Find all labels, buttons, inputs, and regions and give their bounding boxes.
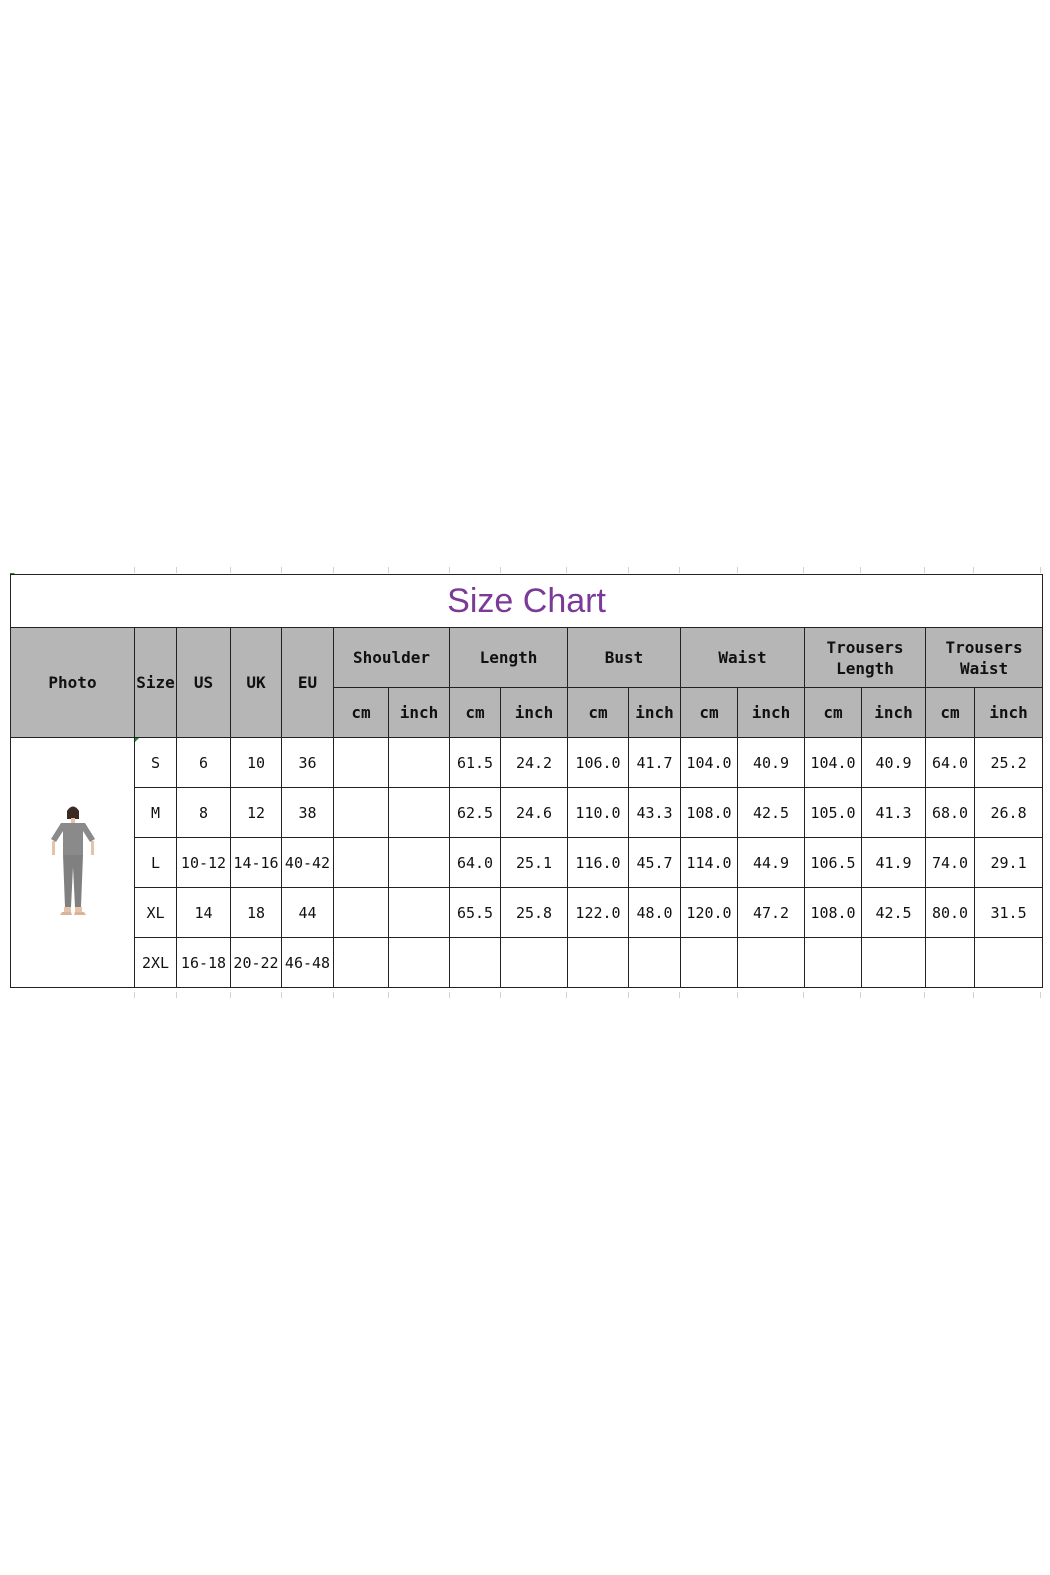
gridline-tick bbox=[176, 567, 177, 573]
gridline-tick bbox=[333, 992, 334, 998]
cell-shoulder-cm bbox=[334, 888, 389, 938]
cell-tl-inch bbox=[862, 938, 926, 988]
header-uk: UK bbox=[231, 628, 282, 738]
cell-size: M bbox=[135, 788, 177, 838]
cell-bust-inch bbox=[629, 938, 681, 988]
cell-eu: 40-42 bbox=[282, 838, 334, 888]
cell-size: 2XL bbox=[135, 938, 177, 988]
gridline-tick bbox=[134, 567, 135, 573]
cell-tw-inch bbox=[975, 938, 1043, 988]
gridline-tick bbox=[388, 567, 389, 573]
cell-length-cm bbox=[450, 938, 501, 988]
cell-tl-inch: 41.3 bbox=[862, 788, 926, 838]
cell-length-cm: 65.5 bbox=[450, 888, 501, 938]
table-row bbox=[11, 888, 1043, 938]
gridline-tick bbox=[1040, 992, 1041, 998]
cell-eu: 44 bbox=[282, 888, 334, 938]
cell-shoulder-cm bbox=[334, 738, 389, 788]
cell-shoulder-cm bbox=[334, 838, 389, 888]
cell-tw-cm: 74.0 bbox=[926, 838, 975, 888]
cell-tl-cm: 108.0 bbox=[805, 888, 862, 938]
cell-waist-inch bbox=[738, 938, 805, 988]
unit-header-inch: inch bbox=[862, 688, 926, 738]
cell-us: 8 bbox=[177, 788, 231, 838]
cell-tw-inch: 31.5 bbox=[975, 888, 1043, 938]
gridline-tick bbox=[230, 567, 231, 573]
cell-waist-cm: 120.0 bbox=[681, 888, 738, 938]
gridline-tick bbox=[737, 992, 738, 998]
cell-tw-cm bbox=[926, 938, 975, 988]
cell-us: 10-12 bbox=[177, 838, 231, 888]
gridline-tick bbox=[679, 992, 680, 998]
cell-length-inch: 25.1 bbox=[501, 838, 568, 888]
gridline-tick bbox=[281, 992, 282, 998]
table-row bbox=[11, 738, 1043, 788]
cell-waist-inch: 44.9 bbox=[738, 838, 805, 888]
cell-waist-cm: 104.0 bbox=[681, 738, 738, 788]
cell-uk: 18 bbox=[231, 888, 282, 938]
unit-header-cm: cm bbox=[568, 688, 629, 738]
header-photo: Photo bbox=[11, 628, 135, 738]
cell-bust-inch: 43.3 bbox=[629, 788, 681, 838]
cell-tl-inch: 40.9 bbox=[862, 738, 926, 788]
gridline-tick bbox=[803, 992, 804, 998]
table-row bbox=[11, 788, 1043, 838]
size-rows bbox=[11, 738, 1043, 988]
cell-tl-cm: 104.0 bbox=[805, 738, 862, 788]
cell-shoulder-inch bbox=[389, 838, 450, 888]
unit-header-inch: inch bbox=[501, 688, 568, 738]
header-eu: EU bbox=[282, 628, 334, 738]
gridline-tick bbox=[679, 567, 680, 573]
gridline-tick bbox=[973, 992, 974, 998]
cell-uk: 10 bbox=[231, 738, 282, 788]
cell-length-cm: 64.0 bbox=[450, 838, 501, 888]
cell-tl-cm bbox=[805, 938, 862, 988]
cell-length-inch: 25.8 bbox=[501, 888, 568, 938]
gridline-tick bbox=[737, 567, 738, 573]
gridline-tick bbox=[566, 567, 567, 573]
cell-uk: 20-22 bbox=[231, 938, 282, 988]
gridline-tick bbox=[1040, 567, 1041, 573]
cell-eu: 38 bbox=[282, 788, 334, 838]
model-figure-icon bbox=[41, 803, 105, 923]
chart-title: Size Chart bbox=[11, 575, 1043, 628]
cell-length-inch: 24.2 bbox=[501, 738, 568, 788]
unit-header-cm: cm bbox=[334, 688, 389, 738]
cell-tw-inch: 25.2 bbox=[975, 738, 1043, 788]
cell-shoulder-cm bbox=[334, 788, 389, 838]
unit-header-inch: inch bbox=[629, 688, 681, 738]
header-bust: Bust bbox=[568, 628, 681, 688]
cell-tw-inch: 29.1 bbox=[975, 838, 1043, 888]
cell-size: S bbox=[135, 738, 177, 788]
cell-bust-inch: 45.7 bbox=[629, 838, 681, 888]
table-row bbox=[11, 938, 1043, 988]
unit-header-inch: inch bbox=[975, 688, 1043, 738]
cell-waist-inch: 47.2 bbox=[738, 888, 805, 938]
gridline-tick bbox=[449, 567, 450, 573]
gridline-tick bbox=[628, 567, 629, 573]
cell-bust-cm: 116.0 bbox=[568, 838, 629, 888]
header-us: US bbox=[177, 628, 231, 738]
gridline-tick bbox=[134, 992, 135, 998]
cell-shoulder-cm bbox=[334, 938, 389, 988]
table-row bbox=[11, 838, 1043, 888]
cell-bust-cm: 110.0 bbox=[568, 788, 629, 838]
cell-uk: 14-16 bbox=[231, 838, 282, 888]
gridline-tick bbox=[281, 567, 282, 573]
cell-tw-cm: 64.0 bbox=[926, 738, 975, 788]
cell-waist-inch: 42.5 bbox=[738, 788, 805, 838]
unit-header-cm: cm bbox=[681, 688, 738, 738]
gridline-tick bbox=[388, 992, 389, 998]
gridline-tick bbox=[973, 567, 974, 573]
cell-length-cm: 61.5 bbox=[450, 738, 501, 788]
unit-header-cm: cm bbox=[805, 688, 862, 738]
unit-header-inch: inch bbox=[389, 688, 450, 738]
cell-length-inch bbox=[501, 938, 568, 988]
cell-tw-cm: 68.0 bbox=[926, 788, 975, 838]
photo-cell bbox=[11, 738, 135, 988]
gridline-tick bbox=[176, 992, 177, 998]
cell-tl-cm: 106.5 bbox=[805, 838, 862, 888]
cell-bust-cm: 106.0 bbox=[568, 738, 629, 788]
cell-shoulder-inch bbox=[389, 788, 450, 838]
cell-tl-inch: 42.5 bbox=[862, 888, 926, 938]
gridline-tick bbox=[500, 567, 501, 573]
cell-size: L bbox=[135, 838, 177, 888]
cell-shoulder-inch bbox=[389, 738, 450, 788]
cell-shoulder-inch bbox=[389, 888, 450, 938]
gridline-tick bbox=[230, 992, 231, 998]
cell-size: XL bbox=[135, 888, 177, 938]
cell-eu: 36 bbox=[282, 738, 334, 788]
cell-tw-inch: 26.8 bbox=[975, 788, 1043, 838]
cell-tl-inch: 41.9 bbox=[862, 838, 926, 888]
cell-bust-inch: 41.7 bbox=[629, 738, 681, 788]
unit-header-cm: cm bbox=[450, 688, 501, 738]
cell-us: 16-18 bbox=[177, 938, 231, 988]
gridline-tick bbox=[628, 992, 629, 998]
cell-waist-inch: 40.9 bbox=[738, 738, 805, 788]
gridline-tick bbox=[860, 567, 861, 573]
header-waist: Waist bbox=[681, 628, 805, 688]
unit-header-cm: cm bbox=[926, 688, 975, 738]
gridline-tick bbox=[449, 992, 450, 998]
cell-us: 6 bbox=[177, 738, 231, 788]
cell-shoulder-inch bbox=[389, 938, 450, 988]
gridline-tick bbox=[333, 567, 334, 573]
cell-uk: 12 bbox=[231, 788, 282, 838]
gridline-tick bbox=[566, 992, 567, 998]
cell-length-cm: 62.5 bbox=[450, 788, 501, 838]
cell-us: 14 bbox=[177, 888, 231, 938]
gridline-tick bbox=[924, 992, 925, 998]
cell-tw-cm: 80.0 bbox=[926, 888, 975, 938]
header-size: Size bbox=[135, 628, 177, 738]
gridline-tick bbox=[803, 567, 804, 573]
cell-bust-cm bbox=[568, 938, 629, 988]
header-length: Length bbox=[450, 628, 568, 688]
cell-eu: 46-48 bbox=[282, 938, 334, 988]
gridline-tick bbox=[924, 567, 925, 573]
cell-tl-cm: 105.0 bbox=[805, 788, 862, 838]
cell-bust-inch: 48.0 bbox=[629, 888, 681, 938]
header-trousers-waist: Trousers Waist bbox=[926, 628, 1043, 688]
cell-waist-cm bbox=[681, 938, 738, 988]
cell-waist-cm: 108.0 bbox=[681, 788, 738, 838]
gridline-tick bbox=[860, 992, 861, 998]
cell-bust-cm: 122.0 bbox=[568, 888, 629, 938]
header-shoulder: Shoulder bbox=[334, 628, 450, 688]
unit-header-inch: inch bbox=[738, 688, 805, 738]
cell-waist-cm: 114.0 bbox=[681, 838, 738, 888]
cell-length-inch: 24.6 bbox=[501, 788, 568, 838]
gridline-tick bbox=[500, 992, 501, 998]
size-chart-table bbox=[10, 574, 1043, 988]
header-trousers-length: Trousers Length bbox=[805, 628, 926, 688]
